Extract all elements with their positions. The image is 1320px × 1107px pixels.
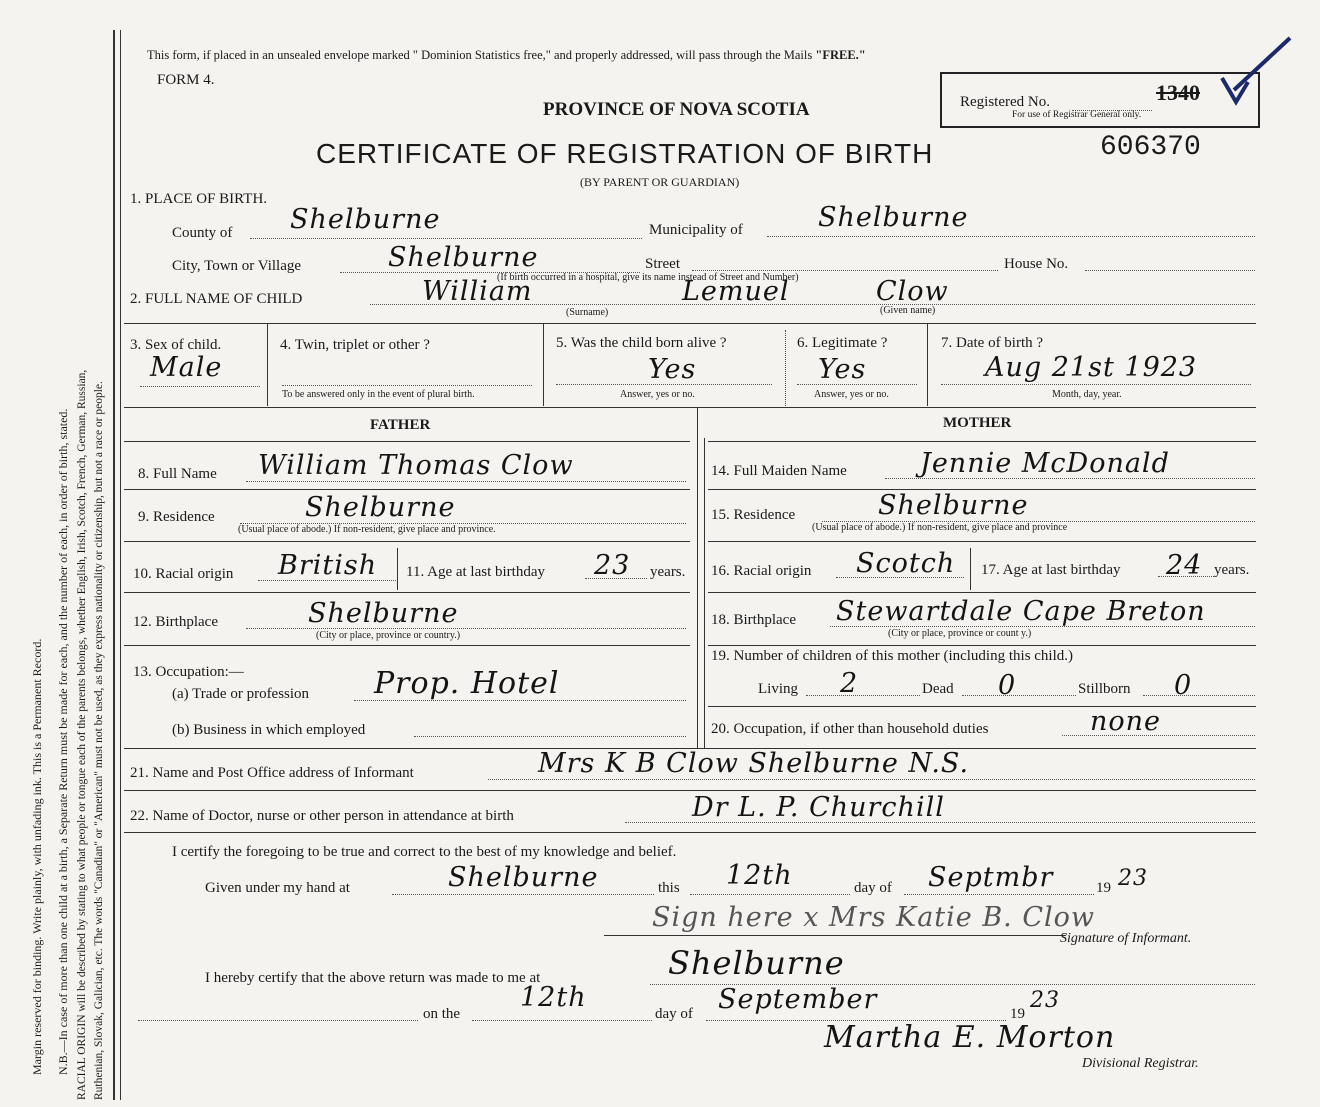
father-age-label: 11. Age at last birthday (406, 564, 545, 580)
parents-divider (697, 408, 698, 748)
registrar-month-value[interactable]: September (718, 984, 878, 1015)
registrar-text: I hereby certify that the above return was made to me at (205, 970, 541, 986)
given-month-value[interactable]: Septmbr (928, 862, 1054, 893)
twin-line (282, 385, 532, 386)
rule-row3-top (124, 323, 1256, 324)
mother-birthplace-note: (City or place, province or count y.) (888, 628, 1032, 639)
father-business-line (414, 736, 686, 737)
dob-label: 7. Date of birth ? (941, 335, 1044, 351)
informant-signature-line (604, 935, 1066, 936)
given-month-line (904, 894, 1094, 895)
mother-birthplace-value[interactable]: Stewartdale Cape Breton (836, 596, 1206, 627)
mother-residence-label: 15. Residence (711, 507, 796, 523)
given-day-line (690, 894, 850, 895)
mother-stillborn-value[interactable]: 0 (1174, 670, 1193, 701)
rule-mother-5 (708, 706, 1256, 707)
registrar-place-value[interactable]: Shelburne (668, 944, 845, 982)
given-caption: (Given name) (880, 305, 936, 316)
mother-stillborn-label: Stillborn (1078, 681, 1131, 697)
registrar-lead-line (138, 1020, 418, 1021)
child-name-label: 2. FULL NAME OF CHILD (130, 291, 303, 307)
registered-label: Registered No. (960, 94, 1050, 110)
mother-dead-value[interactable]: 0 (998, 670, 1017, 701)
alive-label: 5. Was the child born alive ? (556, 335, 727, 351)
informant-signature-caption: Signature of Informant. (1060, 931, 1192, 946)
mother-dead-line (962, 695, 1076, 696)
informant-signature[interactable]: Sign here x Mrs Katie B. Clow (652, 902, 1096, 933)
father-occupation-label: 13. Occupation:— (133, 664, 244, 680)
twin-note: To be answered only in the event of plural birth. (282, 389, 475, 400)
father-name-line (246, 481, 686, 482)
registrar-year-value[interactable]: 23 (1030, 988, 1060, 1013)
legit-note: Answer, yes or no. (814, 389, 889, 400)
registrar-signature-caption: Divisional Registrar. (1082, 1056, 1199, 1071)
divider-alive-legit (785, 330, 786, 406)
margin-note-binding: Margin reserved for binding. Write plainly, with unfading ink. This is a Permanent Record. (30, 638, 44, 1075)
on-the-label: on the (423, 1006, 461, 1022)
mother-age-value[interactable]: 24 (1166, 550, 1203, 581)
dob-value[interactable]: Aug 21st 1923 (985, 352, 1198, 383)
twin-label: 4. Twin, triplet or other ? (280, 337, 430, 353)
mother-name-value[interactable]: Jennie McDonald (920, 448, 1170, 479)
registered-value: 1340 (1156, 80, 1200, 105)
mother-living-label: Living (758, 681, 798, 697)
father-racial-label: 10. Racial origin (133, 566, 234, 582)
alive-note: Answer, yes or no. (620, 389, 695, 400)
father-racial-age-divider (397, 548, 398, 590)
father-age-value[interactable]: 23 (594, 550, 631, 581)
father-residence-note: (Usual place of abode.) If non-resident, give place and province. (238, 524, 496, 535)
rule-certify-top (124, 832, 1256, 833)
city-label: City, Town or Village (172, 258, 302, 274)
year-prefix: 19 (1096, 880, 1111, 896)
child-middle-value[interactable]: Lemuel (682, 276, 790, 307)
father-business-label: (b) Business in which employed (172, 722, 366, 738)
registrar-day-of-label: day of (655, 1006, 693, 1022)
registrar-day-line (472, 1020, 652, 1021)
legit-value[interactable]: Yes (818, 354, 867, 385)
divider-legit-dob (927, 324, 928, 406)
father-name-label: 8. Full Name (138, 466, 217, 482)
sex-value[interactable]: Male (150, 352, 223, 383)
form-number: FORM 4. (157, 72, 215, 88)
stamp-number: 606370 (1100, 132, 1201, 163)
parents-divider-inner (704, 438, 705, 748)
father-birthplace-note: (City or place, province or country.) (316, 630, 461, 641)
father-trade-label: (a) Trade or profession (172, 686, 310, 702)
day-of-label: day of (854, 880, 892, 896)
child-given-value[interactable]: Clow (876, 276, 949, 307)
mother-name-label: 14. Full Maiden Name (711, 463, 847, 479)
rule-father-2 (124, 541, 690, 542)
mother-age-label: 17. Age at last birthday (981, 562, 1121, 578)
street-line (692, 270, 998, 271)
province-heading: PROVINCE OF NOVA SCOTIA (543, 99, 810, 120)
margin-note-racial-origin: RACIAL ORIGIN will be described by stating to what people or tongue each of the parents belongs, whether English, Irish, Scotch, French, German, Russian, (76, 369, 88, 1100)
doctor-label: 22. Name of Doctor, nurse or other person in attendance at birth (130, 808, 514, 824)
father-racial-value[interactable]: British (278, 550, 378, 581)
certify-text: I certify the foregoing to be true and correct to the best of my knowledge and belief. (172, 844, 677, 860)
rule-father-4 (124, 645, 690, 646)
municipality-label: Municipality of (649, 222, 743, 238)
rule-father-3 (124, 592, 690, 593)
father-trade-value[interactable]: Prop. Hotel (374, 666, 560, 701)
given-label: Given under my hand at (205, 880, 350, 896)
mother-living-value[interactable]: 2 (840, 668, 859, 699)
rule-parents-top (124, 407, 1256, 408)
father-residence-value[interactable]: Shelburne (305, 492, 456, 523)
legit-label: 6. Legitimate ? (797, 335, 888, 351)
registered-note: For use of Registrar General only. (1012, 110, 1142, 120)
rule-mother-head (708, 441, 1256, 442)
margin-rule-inner (120, 30, 121, 1100)
father-name-value[interactable]: William Thomas Clow (258, 450, 574, 481)
informant-line (488, 779, 1255, 780)
mother-residence-value[interactable]: Shelburne (878, 490, 1029, 521)
sex-line (140, 386, 260, 387)
margin-note-multiple-births: N.B.—In case of more than one child at a birth, a Separate Return must be made for each, and the number of each, in order of birth, stated. (56, 408, 70, 1075)
mother-occupation-label: 20. Occupation, if other than household duties (711, 721, 989, 737)
municipality-value[interactable]: Shelburne (818, 202, 969, 233)
surname-caption: (Surname) (566, 307, 609, 318)
mother-racial-value[interactable]: Scotch (856, 548, 956, 579)
mother-age-unit: years. (1214, 562, 1250, 578)
rule-doctor-top (124, 790, 1256, 791)
divider-twin-alive (543, 324, 544, 406)
father-heading: FATHER (370, 417, 431, 433)
sex-label: 3. Sex of child. (130, 337, 222, 353)
child-surname-value[interactable]: William (422, 276, 533, 307)
street-note: (If birth occurred in a hospital, give its name instead of Street and Number) (497, 272, 799, 283)
county-line (250, 238, 642, 239)
given-place-value[interactable]: Shelburne (448, 862, 599, 893)
mother-stillborn-line (1143, 695, 1255, 696)
mail-notice: This form, if placed in an unsealed envelope marked " Dominion Statistics free," and properly addressed, will pass through the Mails "FREE." (147, 48, 866, 62)
rule-mother-3 (708, 592, 1256, 593)
mother-birthplace-label: 18. Birthplace (711, 612, 796, 628)
informant-value[interactable]: Mrs K B Clow Shelburne N.S. (538, 748, 970, 779)
registered-dotline (1072, 110, 1152, 111)
mother-racial-age-divider (970, 548, 971, 590)
informant-label: 21. Name and Post Office address of Informant (130, 765, 414, 781)
mother-occupation-value[interactable]: none (1090, 706, 1162, 737)
house-label: House No. (1004, 256, 1069, 272)
given-year-value[interactable]: 23 (1118, 866, 1148, 891)
rule-father-1 (124, 489, 690, 490)
dob-line (941, 384, 1251, 385)
certificate-title: CERTIFICATE OF REGISTRATION OF BIRTH (316, 138, 934, 169)
place-of-birth-heading: 1. PLACE OF BIRTH. (130, 191, 268, 207)
city-value[interactable]: Shelburne (388, 242, 539, 273)
father-birthplace-label: 12. Birthplace (133, 614, 218, 630)
rule-mother-4 (708, 645, 1256, 646)
doctor-value[interactable]: Dr L. P. Churchill (692, 792, 945, 823)
mother-children-label: 19. Number of children of this mother (including this child.) (711, 648, 1074, 664)
father-birthplace-value[interactable]: Shelburne (308, 598, 459, 629)
registered-number-box (940, 72, 1260, 128)
margin-rule (113, 30, 115, 1100)
street-label: Street (645, 256, 680, 272)
mother-racial-label: 16. Racial origin (711, 563, 812, 579)
rule-father-head (124, 441, 690, 442)
check-arrow-icon (1218, 32, 1298, 112)
municipality-line (767, 236, 1255, 237)
registrar-year-prefix: 19 (1010, 1006, 1025, 1022)
father-residence-label: 9. Residence (138, 509, 215, 525)
county-label: County of (172, 225, 233, 241)
registrar-signature[interactable]: Martha E. Morton (824, 1020, 1116, 1055)
given-place-line (392, 894, 654, 895)
certificate-subtitle: (BY PARENT OR GUARDIAN) (580, 175, 740, 189)
dob-note: Month, day, year. (1052, 389, 1122, 400)
rule-mother-2 (708, 541, 1256, 542)
house-line (1085, 270, 1255, 271)
this-label: this (658, 880, 680, 896)
margin-note-nationality: Ruthenian, Slovak, Galician, etc. The words "Canadian" or "American" must not be used, as they express nationality or citizenship, but not a race or people. (93, 381, 105, 1100)
mother-dead-label: Dead (922, 681, 954, 697)
father-age-unit: years. (650, 564, 686, 580)
county-value[interactable]: Shelburne (290, 204, 441, 235)
alive-value[interactable]: Yes (648, 354, 697, 385)
registrar-day-value[interactable]: 12th (520, 982, 587, 1013)
given-day-value[interactable]: 12th (726, 860, 793, 891)
mother-heading: MOTHER (943, 415, 1012, 431)
mother-living-line (806, 695, 920, 696)
mother-residence-note: (Usual place of abode.) If non-resident, give place and province (812, 522, 1068, 533)
divider-sex-twin (267, 324, 268, 406)
